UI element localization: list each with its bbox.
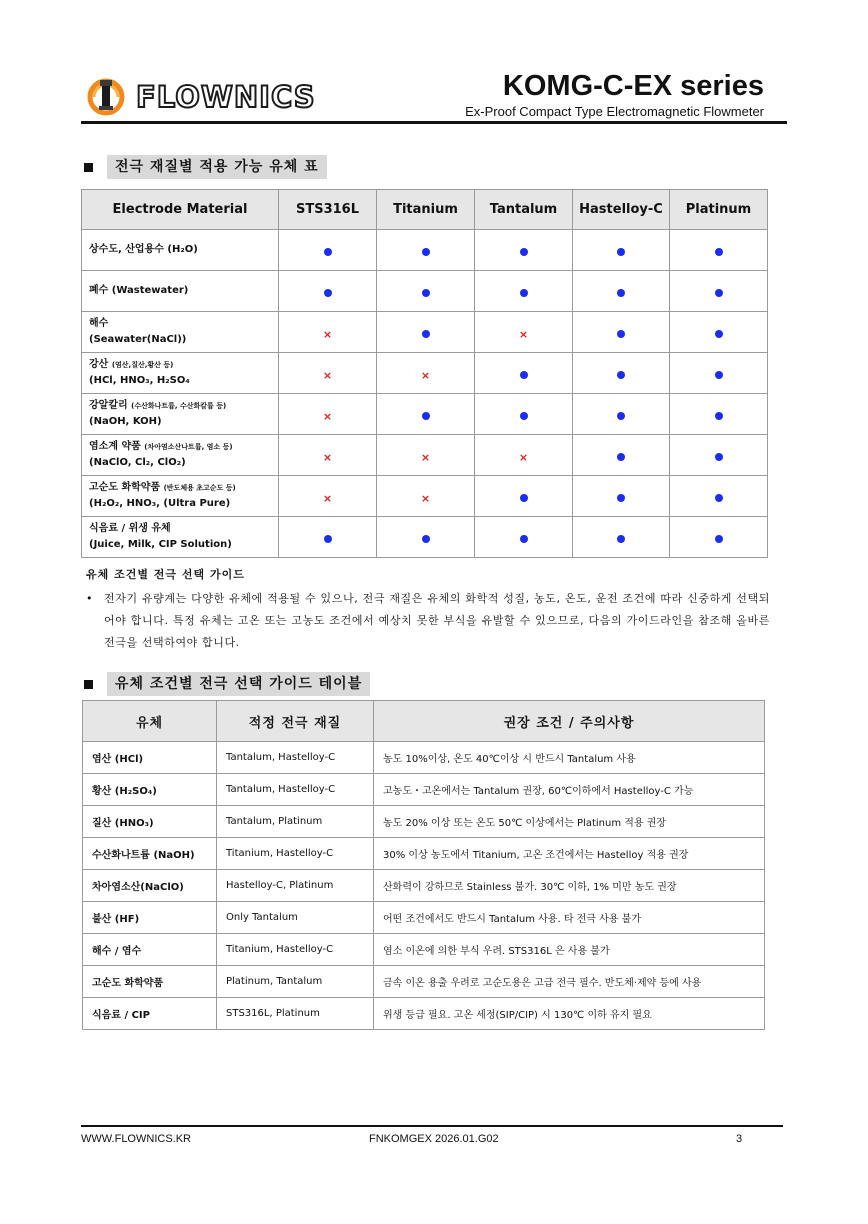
fluid-label-cell — [82, 353, 279, 394]
suitable-dot-icon — [617, 371, 625, 379]
compatibility-cell — [475, 517, 573, 558]
suitable-dot-icon — [422, 289, 430, 297]
table-row — [82, 517, 768, 558]
footer-doc-code: FNKOMGEX 2026.01.G02 — [369, 1133, 499, 1145]
fluid-examples: (반도체용 초고순도 등) — [163, 484, 236, 492]
compatibility-cell — [377, 271, 475, 312]
compatibility-cell — [573, 394, 670, 435]
compatibility-cell — [573, 476, 670, 517]
table-row — [82, 394, 768, 435]
suitable-dot-icon — [617, 330, 625, 338]
document-subtitle: Ex-Proof Compact Type Electromagnetic Flowmeter — [465, 104, 764, 119]
suitable-dot-icon — [617, 289, 625, 297]
column-header: 유체 — [83, 701, 217, 742]
compatibility-cell — [475, 476, 573, 517]
compatibility-cell — [377, 476, 475, 517]
section-heading-electrode-table — [84, 155, 327, 179]
suitable-dot-icon — [324, 248, 332, 256]
compatibility-cell — [279, 312, 377, 353]
fluid-name: 해수 — [89, 318, 109, 329]
suitable-dot-icon — [520, 289, 528, 297]
note-cell: 산화력이 강하므로 Stainless 불가. 30℃ 이하, 1% 미만 농도 권장 — [374, 870, 765, 902]
fluid-cell: 차아염소산(NaClO) — [83, 870, 217, 902]
fluid-label-cell — [82, 271, 279, 312]
fluid-examples: (염산,질산,황산 등) — [111, 361, 174, 369]
suitable-dot-icon — [422, 412, 430, 420]
note-cell: 어떤 조건에서도 반드시 Tantalum 사용. 타 전극 사용 불가 — [374, 902, 765, 934]
unsuitable-cross-icon: × — [518, 450, 529, 464]
compatibility-cell — [573, 312, 670, 353]
fluid-examples: (수산화나트륨, 수산화칼륨 등) — [131, 402, 227, 410]
unsuitable-cross-icon: × — [420, 491, 431, 505]
table-row — [83, 774, 765, 806]
column-header: Titanium — [377, 190, 475, 230]
column-header: 적정 전극 재질 — [217, 701, 374, 742]
note-cell: 30% 이상 농도에서 Titanium, 고온 조건에서는 Hastelloy 적용 권장 — [374, 838, 765, 870]
suitable-dot-icon — [617, 494, 625, 502]
suitable-dot-icon — [617, 535, 625, 543]
suitable-dot-icon — [715, 248, 723, 256]
suitable-dot-icon — [617, 248, 625, 256]
compatibility-cell — [279, 476, 377, 517]
compatibility-cell — [377, 435, 475, 476]
compatibility-cell — [475, 435, 573, 476]
fluid-label-cell — [82, 435, 279, 476]
fluid-cell: 고순도 화학약품 — [83, 966, 217, 998]
unsuitable-cross-icon: × — [322, 409, 333, 423]
note-cell: 농도 20% 이상 또는 온도 50℃ 이상에서는 Platinum 적용 권장 — [374, 806, 765, 838]
material-cell: Platinum, Tantalum — [217, 966, 374, 998]
unsuitable-cross-icon: × — [322, 327, 333, 341]
fluid-formula: (Seawater(NaCl)) — [89, 334, 187, 345]
compatibility-cell — [573, 271, 670, 312]
suitable-dot-icon — [715, 453, 723, 461]
table-row — [82, 312, 768, 353]
material-cell: STS316L, Platinum — [217, 998, 374, 1030]
guide-paragraph — [86, 588, 770, 654]
material-cell: Titanium, Hastelloy-C — [217, 838, 374, 870]
square-bullet-icon — [84, 680, 93, 689]
fluid-cell: 질산 (HNO₃) — [83, 806, 217, 838]
fluid-cell: 불산 (HF) — [83, 902, 217, 934]
suitable-dot-icon — [422, 248, 430, 256]
column-header: 권장 조건 / 주의사항 — [374, 701, 765, 742]
suitable-dot-icon — [617, 453, 625, 461]
material-cell: Titanium, Hastelloy-C — [217, 934, 374, 966]
column-header: Electrode Material — [82, 190, 279, 230]
fluid-examples: (차아염소산나트륨, 염소 등) — [144, 443, 233, 451]
suitable-dot-icon — [422, 535, 430, 543]
fluid-label-cell — [82, 312, 279, 353]
suitable-dot-icon — [715, 412, 723, 420]
table-row — [83, 870, 765, 902]
footer-website: WWW.FLOWNICS.KR — [81, 1133, 191, 1145]
unsuitable-cross-icon: × — [420, 450, 431, 464]
fluid-name: 고순도 화학약품 — [89, 482, 161, 493]
section-title: 전극 재질별 적용 가능 유체 표 — [107, 155, 327, 179]
fluid-label-cell — [82, 394, 279, 435]
unsuitable-cross-icon: × — [518, 327, 529, 341]
material-cell: Tantalum, Platinum — [217, 806, 374, 838]
unsuitable-cross-icon: × — [322, 450, 333, 464]
fluid-formula: (NaClO, Cl₂, ClO₂) — [89, 457, 186, 468]
compatibility-cell — [475, 312, 573, 353]
fluid-name: 염소계 약품 — [89, 441, 141, 452]
table-row — [83, 742, 765, 774]
suitable-dot-icon — [715, 535, 723, 543]
table-row — [83, 838, 765, 870]
compatibility-cell — [377, 230, 475, 271]
footer-rule — [81, 1125, 783, 1127]
material-cell: Tantalum, Hastelloy-C — [217, 774, 374, 806]
compatibility-cell — [573, 517, 670, 558]
compatibility-cell — [279, 230, 377, 271]
table-header-row — [82, 190, 768, 230]
suitable-dot-icon — [617, 412, 625, 420]
material-cell: Tantalum, Hastelloy-C — [217, 742, 374, 774]
suitable-dot-icon — [520, 535, 528, 543]
compatibility-cell — [377, 394, 475, 435]
unsuitable-cross-icon: × — [322, 368, 333, 382]
compatibility-cell — [475, 394, 573, 435]
table-row — [83, 998, 765, 1030]
fluid-label-cell — [82, 517, 279, 558]
suitable-dot-icon — [324, 289, 332, 297]
material-cell: Only Tantalum — [217, 902, 374, 934]
fluid-name: 식음료 / 위생 유체 — [89, 523, 171, 534]
square-bullet-icon — [84, 163, 93, 172]
compatibility-cell — [377, 353, 475, 394]
compatibility-cell — [573, 435, 670, 476]
compatibility-cell — [670, 271, 768, 312]
compatibility-cell — [475, 271, 573, 312]
fluid-name: 폐수 (Wastewater) — [89, 285, 189, 296]
header-rule — [81, 121, 787, 124]
compatibility-cell — [377, 312, 475, 353]
compatibility-cell — [279, 394, 377, 435]
compatibility-cell — [279, 435, 377, 476]
fluid-label-cell — [82, 230, 279, 271]
footer-page-number: 3 — [736, 1133, 743, 1145]
unsuitable-cross-icon: × — [322, 491, 333, 505]
fluid-cell: 해수 / 염수 — [83, 934, 217, 966]
fluid-cell: 황산 (H₂SO₄) — [83, 774, 217, 806]
compatibility-cell — [670, 435, 768, 476]
compatibility-cell — [279, 517, 377, 558]
table-row — [83, 902, 765, 934]
document-title: KOMG-C-EX series — [502, 70, 764, 102]
fluid-label-cell — [82, 476, 279, 517]
table-row — [82, 476, 768, 517]
suitable-dot-icon — [422, 330, 430, 338]
fluid-cell: 식음료 / CIP — [83, 998, 217, 1030]
compatibility-cell — [670, 394, 768, 435]
fluid-name: 강알칼리 — [89, 400, 128, 411]
column-header: Hastelloy-C — [573, 190, 670, 230]
bullet-icon: • — [86, 592, 94, 605]
compatibility-cell — [573, 230, 670, 271]
note-cell: 위생 등급 필요. 고온 세정(SIP/CIP) 시 130℃ 이하 유지 필요 — [374, 998, 765, 1030]
material-cell: Hastelloy-C, Platinum — [217, 870, 374, 902]
table-row — [82, 230, 768, 271]
table-header-row — [83, 701, 765, 742]
suitable-dot-icon — [715, 494, 723, 502]
note-cell: 염소 이온에 의한 부식 우려. STS316L 은 사용 불가 — [374, 934, 765, 966]
fluid-cell: 염산 (HCl) — [83, 742, 217, 774]
table-row — [82, 271, 768, 312]
fluid-name: 강산 — [89, 359, 109, 370]
compatibility-cell — [670, 476, 768, 517]
fluid-formula: (NaOH, KOH) — [89, 416, 162, 427]
fluid-cell: 수산화나트륨 (NaOH) — [83, 838, 217, 870]
suitable-dot-icon — [520, 248, 528, 256]
section-title: 유체 조건별 전극 선택 가이드 테이블 — [107, 672, 370, 696]
company-logo — [86, 76, 316, 116]
table-row — [83, 934, 765, 966]
column-header: Tantalum — [475, 190, 573, 230]
note-cell: 농도 10%이상, 온도 40℃이상 시 반드시 Tantalum 사용 — [374, 742, 765, 774]
suitable-dot-icon — [520, 412, 528, 420]
compatibility-cell — [377, 517, 475, 558]
note-cell: 고농도・고온에서는 Tantalum 권장, 60℃이하에서 Hastelloy-C 가능 — [374, 774, 765, 806]
column-header: Platinum — [670, 190, 768, 230]
guide-title: 유체 조건별 전극 선택 가이드 — [86, 568, 245, 581]
compatibility-cell — [670, 353, 768, 394]
logo-wordmark: FLOWNICS — [136, 80, 316, 114]
compatibility-cell — [475, 230, 573, 271]
table-row — [82, 353, 768, 394]
compatibility-cell — [670, 517, 768, 558]
compatibility-cell — [279, 271, 377, 312]
suitable-dot-icon — [520, 371, 528, 379]
fluid-guide-table — [82, 700, 765, 1030]
compatibility-cell — [573, 353, 670, 394]
suitable-dot-icon — [715, 371, 723, 379]
suitable-dot-icon — [715, 289, 723, 297]
section-heading-guide-table — [84, 672, 370, 696]
suitable-dot-icon — [324, 535, 332, 543]
guide-text: 전자기 유량계는 다양한 유체에 적용될 수 있으나, 전극 재질은 유체의 화학적 성질, 농도, 온도, 운전 조건에 따라 신중하게 선택되어야 합니다. 특정 유체는 고온 또는 고농도 조건에서 예상치 못한 부식을 유발할 수 있으므로, 다음의 가이드라인을 참조해 올바른 전극을 선택하여야 합니다. — [104, 592, 770, 649]
table-row — [82, 435, 768, 476]
table-row — [83, 966, 765, 998]
column-header: STS316L — [279, 190, 377, 230]
fluid-formula: (Juice, Milk, CIP Solution) — [89, 539, 232, 550]
compatibility-cell — [279, 353, 377, 394]
compatibility-cell — [475, 353, 573, 394]
fluid-formula: (H₂O₂, HNO₃, (Ultra Pure) — [89, 498, 231, 509]
compatibility-cell — [670, 312, 768, 353]
compatibility-cell — [670, 230, 768, 271]
note-cell: 금속 이온 용출 우려로 고순도용은 고급 전극 필수. 반도체·제약 등에 사용 — [374, 966, 765, 998]
fluid-name: 상수도, 산업용수 (H₂O) — [89, 244, 198, 255]
suitable-dot-icon — [520, 494, 528, 502]
table-row — [83, 806, 765, 838]
fluid-formula: (HCl, HNO₃, H₂SO₄ — [89, 375, 190, 386]
unsuitable-cross-icon: × — [420, 368, 431, 382]
flownics-logo-icon — [86, 76, 130, 116]
electrode-compatibility-table — [81, 189, 768, 558]
suitable-dot-icon — [715, 330, 723, 338]
